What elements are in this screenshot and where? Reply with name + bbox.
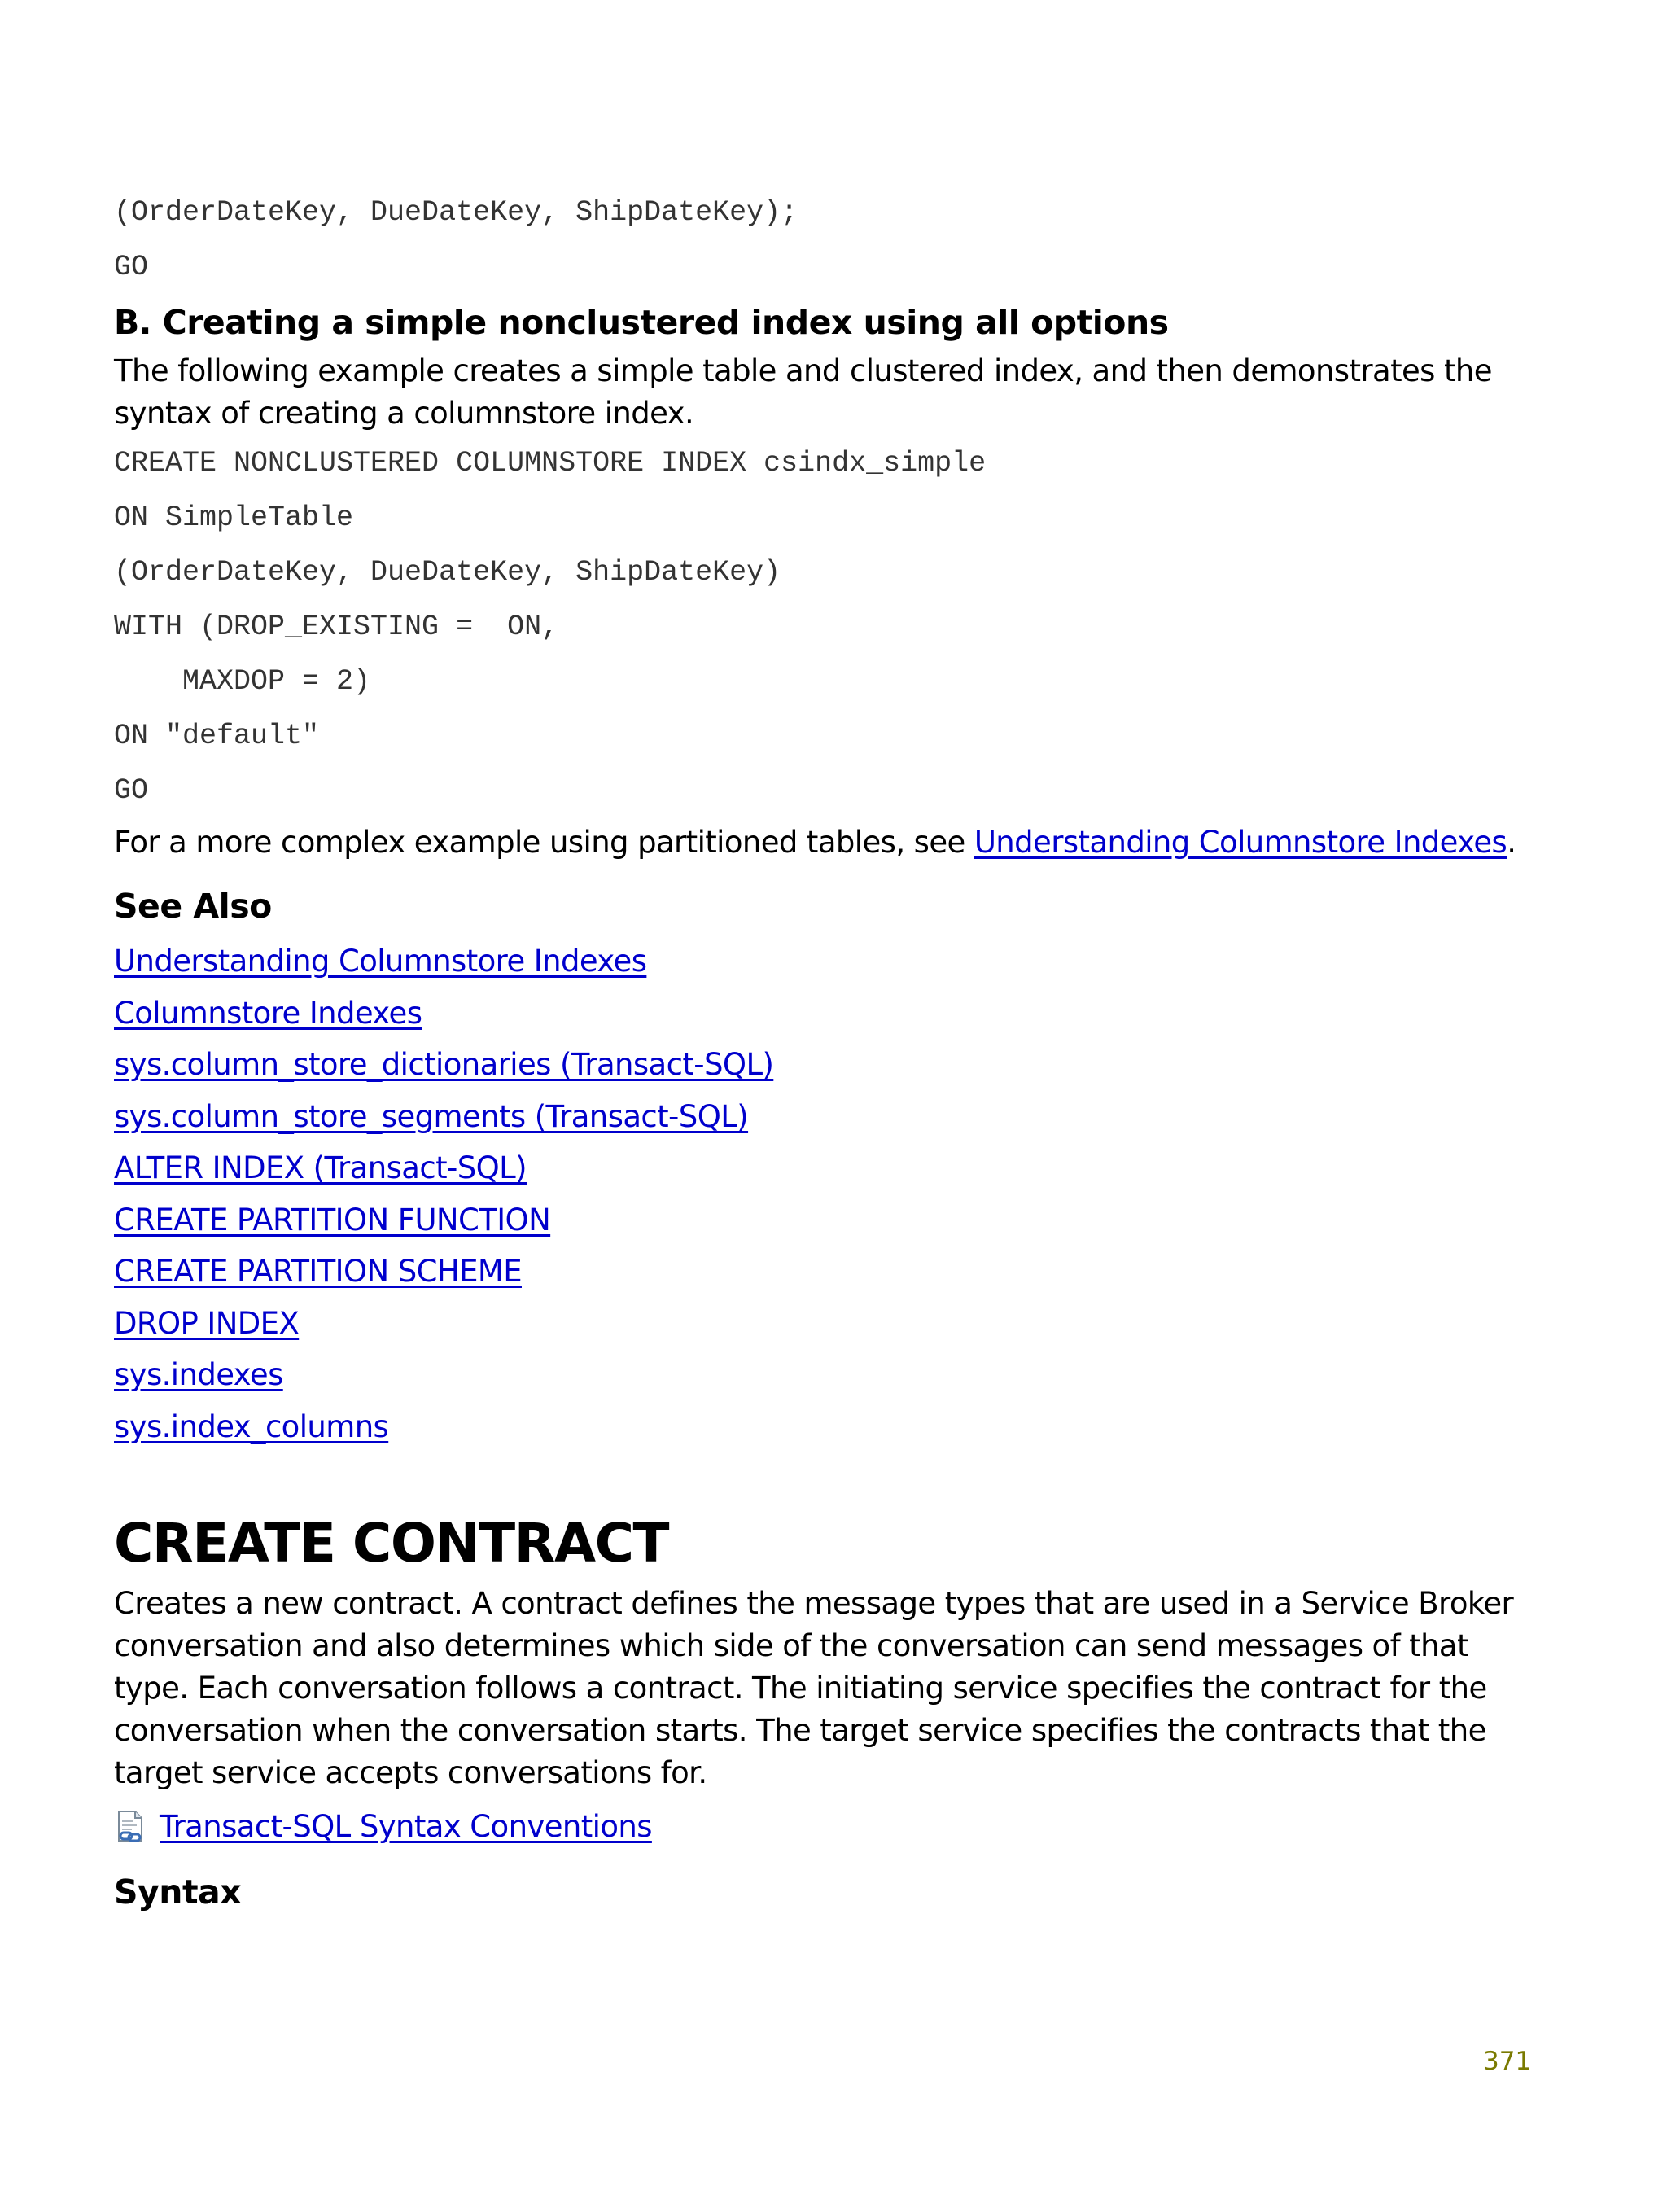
code-line: GO	[114, 774, 149, 807]
code-line: GO	[114, 251, 149, 283]
transact-sql-syntax-conventions-link[interactable]: Transact-SQL Syntax Conventions	[160, 1809, 652, 1844]
code-line: ON "default"	[114, 720, 320, 752]
code-line: ON SimpleTable	[114, 502, 354, 534]
complex-example-paragraph	[114, 821, 1547, 864]
page-number: 371	[1483, 2047, 1532, 2076]
syntax-conventions-line	[114, 1804, 1547, 1850]
code-block-top	[114, 186, 1547, 295]
create-contract-description: Creates a new contract. A contract defines the message types that are used in a Service Broker conversation and also determines which side of the conversation can send messages of that type. Each conversation follows a contract. The initiating service specifies the contract for the conversation when the conversation starts. The target service specifies the contracts that the target service accepts conversations for.	[114, 1586, 1514, 1790]
code-line: WITH (DROP_EXISTING = ON,	[114, 611, 559, 643]
list-item	[114, 1349, 1547, 1401]
see-also-link-create-partition-scheme[interactable]: CREATE PARTITION SCHEME	[114, 1254, 522, 1289]
list-item	[114, 1246, 1547, 1298]
see-also-link-drop-index[interactable]: DROP INDEX	[114, 1305, 300, 1341]
see-also-link-column-store-segments[interactable]: sys.column_store_segments (Transact-SQL)	[114, 1098, 749, 1134]
create-contract-title: CREATE CONTRACT	[114, 1512, 669, 1575]
see-also-link-create-partition-function[interactable]: CREATE PARTITION FUNCTION	[114, 1202, 551, 1237]
understanding-columnstore-link[interactable]: Understanding Columnstore Indexes	[974, 825, 1507, 860]
code-line: MAXDOP = 2)	[114, 665, 371, 698]
code-block-section-b	[114, 436, 1547, 818]
see-also-heading: See Also	[114, 887, 272, 926]
see-also-link-column-store-dictionaries[interactable]: sys.column_store_dictionaries (Transact-SQL)	[114, 1047, 774, 1082]
list-item	[114, 1401, 1547, 1453]
see-also-link-understanding-columnstore[interactable]: Understanding Columnstore Indexes	[114, 944, 647, 979]
list-item	[114, 1091, 1547, 1143]
section-b-heading: B. Creating a simple nonclustered index using all options	[114, 303, 1169, 342]
see-also-list	[114, 935, 1547, 1452]
list-item	[114, 1039, 1547, 1091]
code-line: (OrderDateKey, DueDateKey, ShipDateKey);	[114, 196, 798, 229]
see-also-link-alter-index[interactable]: ALTER INDEX (Transact-SQL)	[114, 1150, 527, 1185]
section-b-intro: The following example creates a simple table and clustered index, and then demonstrates the syntax of creating a columnstore index.	[114, 353, 1492, 431]
list-item	[114, 1298, 1547, 1350]
syntax-heading: Syntax	[114, 1873, 242, 1912]
code-line: CREATE NONCLUSTERED COLUMNSTORE INDEX csindx_simple	[114, 447, 987, 480]
code-line: (OrderDateKey, DueDateKey, ShipDateKey)	[114, 556, 781, 589]
document-link-icon	[114, 1810, 148, 1844]
list-item	[114, 1194, 1547, 1246]
complex-example-text: For a more complex example using partitioned tables, see	[114, 825, 974, 860]
see-also-link-sys-index-columns[interactable]: sys.index_columns	[114, 1408, 389, 1444]
see-also-link-columnstore-indexes[interactable]: Columnstore Indexes	[114, 995, 422, 1031]
list-item	[114, 935, 1547, 988]
list-item	[114, 988, 1547, 1040]
list-item	[114, 1142, 1547, 1194]
see-also-link-sys-indexes[interactable]: sys.indexes	[114, 1357, 283, 1392]
complex-example-period: .	[1507, 825, 1516, 860]
document-page	[114, 186, 1547, 1916]
